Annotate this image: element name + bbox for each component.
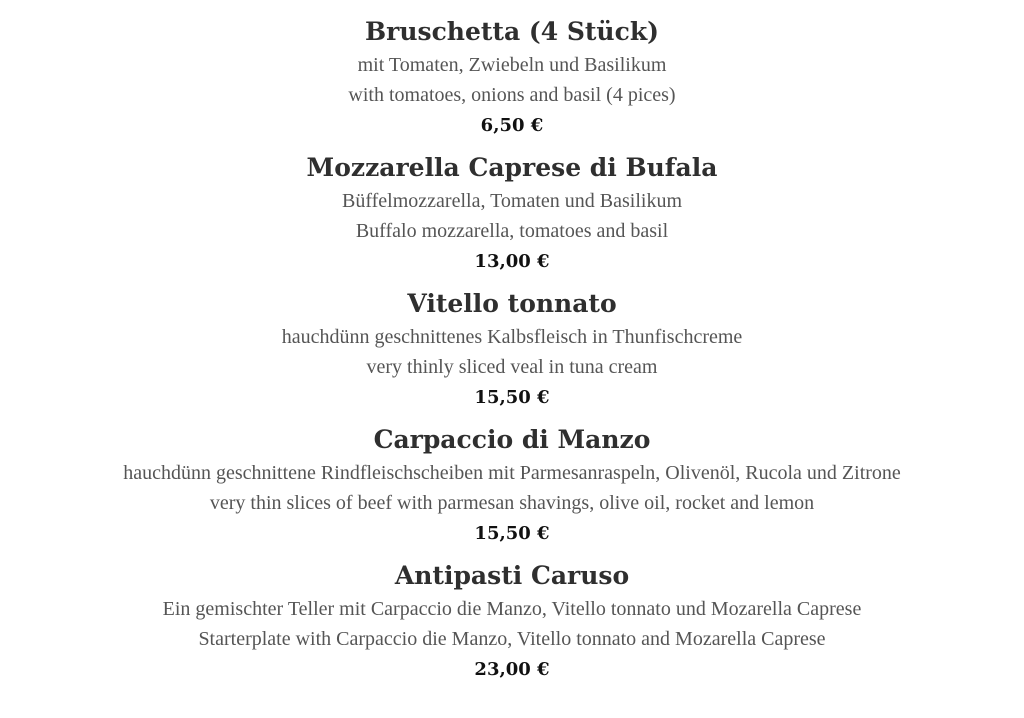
menu-item-description-de: hauchdünn geschnittene Rindfleischscheiben mit Parmesanraspeln, Olivenöl, Rucola und Zitrone <box>123 462 901 484</box>
menu-item-description-en: Buffalo mozzarella, tomatoes and basil <box>355 220 669 242</box>
menu-item-bruschetta <box>0 14 1024 142</box>
menu-item-description-en: very thin slices of beef with parmesan shavings, olive oil, rocket and lemon <box>209 492 815 514</box>
menu-item-name: Vitello tonnato <box>407 289 617 318</box>
menu-item-description-de: mit Tomaten, Zwiebeln und Basilikum <box>357 54 667 76</box>
menu-item-mozzarella-caprese <box>0 150 1024 278</box>
menu-item-description-de: Ein gemischter Teller mit Carpaccio die Manzo, Vitello tonnato und Mozarella Caprese <box>162 598 862 620</box>
menu-item-price: 15,50 € <box>474 523 550 544</box>
menu-item-name: Bruschetta (4 Stück) <box>365 17 659 46</box>
menu-item-description-en: with tomatoes, onions and basil (4 pices) <box>348 84 676 106</box>
menu-item-name: Antipasti Caruso <box>394 561 630 590</box>
menu-item-name: Carpaccio di Manzo <box>373 425 651 454</box>
menu-item-description-de: hauchdünn geschnittenes Kalbsfleisch in Thunfischcreme <box>281 326 743 348</box>
menu-item-description-en: Starterplate with Carpaccio die Manzo, Vitello tonnato and Mozarella Caprese <box>198 628 826 650</box>
menu-item-price: 13,00 € <box>474 251 550 272</box>
menu-item-price: 23,00 € <box>474 659 550 680</box>
menu-item-price: 6,50 € <box>480 115 544 136</box>
menu-item-vitello-tonnato <box>0 286 1024 414</box>
menu-item-carpaccio-di-manzo <box>0 422 1024 550</box>
menu-item-name: Mozzarella Caprese di Bufala <box>306 153 718 182</box>
menu-item-price: 15,50 € <box>474 387 550 408</box>
menu-item-antipasti-caruso <box>0 558 1024 686</box>
menu-item-description-de: Büffelmozzarella, Tomaten und Basilikum <box>342 190 682 212</box>
menu-item-description-en: very thinly sliced veal in tuna cream <box>366 356 658 378</box>
